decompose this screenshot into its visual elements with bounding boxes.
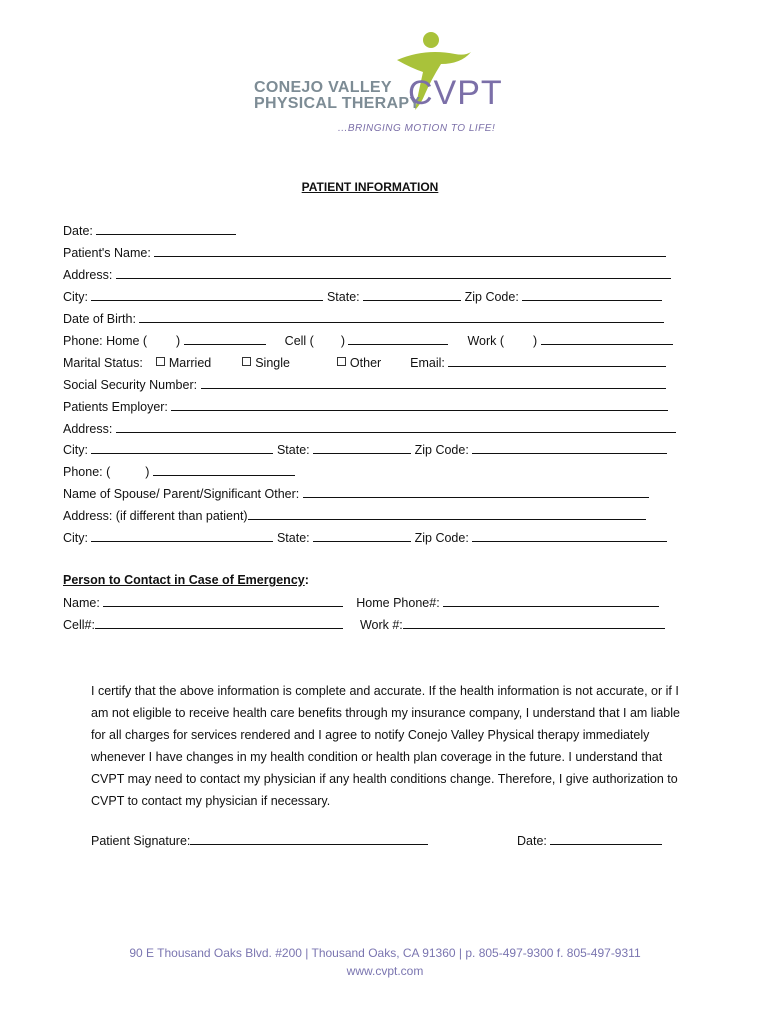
employer-address-field[interactable] — [116, 420, 676, 433]
dob-field[interactable] — [139, 310, 664, 323]
signature-date-field[interactable] — [550, 832, 662, 845]
employer-city-row — [63, 441, 667, 458]
spouse-city-label: City: — [63, 531, 88, 545]
emergency-cell-field[interactable] — [95, 616, 343, 629]
spouse-city-row — [63, 529, 667, 546]
employer-city-label: City: — [63, 443, 88, 457]
patient-name-label: Patient's Name: — [63, 246, 151, 260]
work-field[interactable] — [541, 332, 673, 345]
zip-field[interactable] — [522, 288, 662, 301]
certification-text: I certify that the above information is complete and accurate. If the health information is not accurate, or if I am not eligible to receive health care benefits through my insurance company, I understand that I am liable for all charges for services rendered and I agree to notify Conejo Valley Physical therapy immediately whenever I have changes in my health condition or health plan coverage in the future. I understand that CVPT may need to contact my physician if any health conditions change. Therefore, I give authorization to CVPT to contact my physician if necessary. — [91, 684, 680, 808]
employer-address-label: Address: — [63, 422, 113, 436]
emergency-name-field[interactable] — [103, 594, 343, 607]
brand-mark: CVPT — [408, 74, 503, 112]
spouse-zip-field[interactable] — [472, 529, 667, 542]
single-label: Single — [255, 356, 290, 370]
address-label: Address: — [63, 268, 113, 282]
brand-name — [254, 80, 420, 112]
spouse-address-label: Address: (if different than patient) — [63, 509, 248, 523]
date-row — [63, 222, 236, 239]
spouse-state-label: State: — [276, 531, 310, 545]
patient-name-row — [63, 244, 666, 261]
employer-phone-paren: ) — [145, 465, 150, 479]
work-paren: ) — [532, 334, 538, 348]
emergency-heading-colon: : — [304, 573, 309, 587]
brand-line1: CONEJO VALLEY — [254, 79, 392, 96]
footer — [0, 944, 770, 980]
home-phone-field[interactable] — [184, 332, 266, 345]
spouse-address-field[interactable] — [248, 507, 646, 520]
state-field[interactable] — [363, 288, 461, 301]
employer-state-field[interactable] — [313, 441, 411, 454]
emergency-name-label: Name: — [63, 596, 100, 610]
other-checkbox[interactable] — [337, 357, 346, 366]
single-checkbox[interactable] — [242, 357, 251, 366]
employer-phone-field[interactable] — [153, 463, 295, 476]
emergency-home-phone-field[interactable] — [443, 594, 659, 607]
employer-row — [63, 398, 668, 415]
emergency-work-label: Work #: — [359, 618, 403, 632]
signature-date-label: Date: — [517, 834, 547, 848]
emergency-heading-text: Person to Contact in Case of Emergency — [63, 573, 305, 587]
page-title: PATIENT INFORMATION — [301, 180, 439, 194]
emergency-name-row — [63, 594, 659, 611]
emergency-home-phone-label: Home Phone#: — [356, 596, 440, 610]
employer-label: Patients Employer: — [63, 400, 168, 414]
emergency-cell-row — [63, 616, 665, 633]
ssn-field[interactable] — [201, 376, 666, 389]
email-label: Email: — [410, 356, 445, 370]
emergency-heading — [63, 572, 309, 588]
spouse-field[interactable] — [303, 485, 649, 498]
spouse-row — [63, 485, 649, 502]
dob-row — [63, 310, 664, 327]
patient-name-field[interactable] — [154, 244, 666, 257]
ssn-row — [63, 376, 666, 393]
employer-zip-label: Zip Code: — [414, 443, 469, 457]
signature-field[interactable] — [190, 832, 428, 845]
ssn-label: Social Security Number: — [63, 378, 198, 392]
married-checkbox[interactable] — [156, 357, 165, 366]
other-label: Other — [349, 356, 382, 370]
spouse-city-field[interactable] — [91, 529, 273, 542]
cvpt-logo — [250, 30, 510, 140]
signature-date-row — [517, 832, 662, 848]
cell-field[interactable] — [348, 332, 448, 345]
employer-field[interactable] — [171, 398, 668, 411]
emergency-work-field[interactable] — [403, 616, 665, 629]
footer-address: 90 E Thousand Oaks Blvd. #200 | Thousand Oaks, CA 91360 | p. 805-497-9300 f. 805-497-9311 — [129, 946, 641, 960]
marital-label: Marital Status: — [63, 356, 143, 370]
city-label: City: — [63, 290, 88, 304]
married-label: Married — [168, 356, 212, 370]
address-field[interactable] — [116, 266, 671, 279]
employer-phone-label: Phone: ( — [63, 465, 111, 479]
employer-zip-field[interactable] — [472, 441, 667, 454]
spouse-state-field[interactable] — [313, 529, 411, 542]
home-phone-label: Phone: Home ( — [63, 334, 148, 348]
employer-city-field[interactable] — [91, 441, 273, 454]
brand-line2: PHYSICAL THERAPY — [254, 95, 421, 112]
work-label: Work ( — [467, 334, 505, 348]
emergency-cell-label: Cell#: — [63, 618, 95, 632]
email-field[interactable] — [448, 354, 666, 367]
phone-row — [63, 332, 673, 349]
state-label: State: — [326, 290, 360, 304]
date-field[interactable] — [96, 222, 236, 235]
date-label: Date: — [63, 224, 93, 238]
zip-label: Zip Code: — [464, 290, 519, 304]
address-row — [63, 266, 671, 283]
marital-row — [63, 354, 666, 371]
employer-address-row — [63, 420, 676, 437]
signature-row — [91, 832, 428, 848]
cell-paren: ) — [340, 334, 345, 348]
home-paren: ) — [176, 334, 181, 348]
brand-tagline: ...BRINGING MOTION TO LIFE! — [338, 123, 496, 134]
employer-state-label: State: — [276, 443, 310, 457]
spouse-label: Name of Spouse/ Parent/Significant Other: — [63, 487, 300, 501]
signature-label: Patient Signature: — [91, 834, 191, 848]
cell-label: Cell ( — [284, 334, 314, 348]
dob-label: Date of Birth: — [63, 312, 136, 326]
spouse-address-row — [63, 507, 646, 524]
city-field[interactable] — [91, 288, 323, 301]
footer-website[interactable]: www.cvpt.com — [346, 964, 424, 978]
spouse-zip-label: Zip Code: — [414, 531, 469, 545]
city-row — [63, 288, 662, 305]
employer-phone-row — [63, 463, 295, 480]
